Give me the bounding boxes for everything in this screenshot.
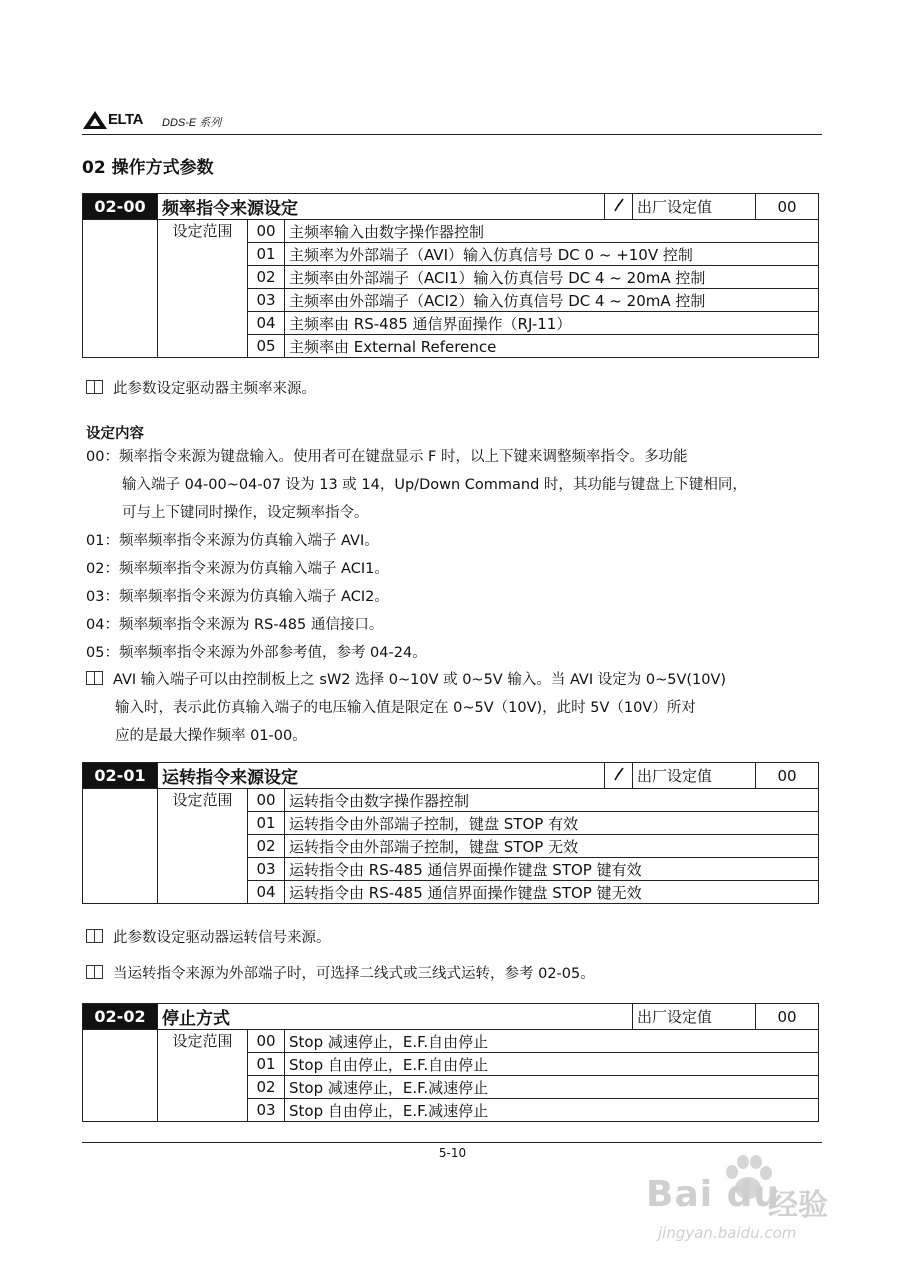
- content-heading: 设定内容: [86, 426, 144, 442]
- param-code: 02-00: [83, 194, 158, 220]
- factory-default: 00: [756, 194, 819, 220]
- option-value: 00: [248, 220, 285, 243]
- option-value: 05: [248, 335, 285, 358]
- watermark-cn: 经验: [768, 1188, 828, 1223]
- option-value: 04: [248, 312, 285, 335]
- option-value: 01: [248, 243, 285, 266]
- book-icon: [86, 965, 103, 979]
- option-text: 运转指令由数字操作器控制: [285, 789, 819, 812]
- option-text: 主频率输入由数字操作器控制: [285, 220, 819, 243]
- param-name: 停止方式: [158, 1004, 633, 1030]
- watermark-url: jingyan.baidu.com: [658, 1224, 797, 1242]
- book-icon: [86, 929, 103, 943]
- option-text: 运转指令由外部端子控制，键盘 STOP 无效: [285, 835, 819, 858]
- series-label: DDS-E 系列: [162, 117, 222, 129]
- note-2: 此参数设定驱动器运转信号来源。: [86, 924, 331, 952]
- factory-default: 00: [756, 1004, 819, 1030]
- content-list: [86, 443, 747, 667]
- param-code: 02-01: [83, 763, 158, 789]
- range-label: 设定范围: [158, 220, 248, 358]
- option-value: 04: [248, 881, 285, 904]
- note-3: 当运转指令来源为外部端子时，可选择二线式或三线式运转，参考 02-05。: [86, 960, 595, 988]
- factory-label: 出厂设定值: [633, 194, 756, 220]
- list-item: 01：频率频率指令来源为仿真输入端子 AVI。: [86, 533, 379, 549]
- option-value: 03: [248, 289, 285, 312]
- factory-label: 出厂设定值: [633, 1004, 756, 1030]
- blank-cell: [83, 1030, 158, 1122]
- range-label: 设定范围: [158, 1030, 248, 1122]
- option-text: Stop 自由停止，E.F.减速停止: [285, 1099, 819, 1122]
- param-table-02-02: [82, 1003, 819, 1122]
- list-item: 03：频率频率指令来源为仿真输入端子 ACI2。: [86, 589, 389, 605]
- footer-divider: [82, 1142, 822, 1143]
- watermark-logo: Bai du: [646, 1174, 781, 1215]
- option-value: 01: [248, 1053, 285, 1076]
- option-text: 主频率由 RS-485 通信界面操作（RJ-11）: [285, 312, 819, 335]
- option-text: Stop 减速停止，E.F.减速停止: [285, 1076, 819, 1099]
- book-icon: [86, 671, 103, 685]
- list-item: 04：频率频率指令来源为 RS-485 通信接口。: [86, 617, 384, 633]
- option-value: 01: [248, 812, 285, 835]
- param-table-02-00: [82, 193, 819, 358]
- baidu-watermark: [640, 1150, 860, 1240]
- option-text: 主频率为外部端子（AVI）输入仿真信号 DC 0 ~ +10V 控制: [285, 243, 819, 266]
- option-value: 02: [248, 1076, 285, 1099]
- book-icon: [86, 380, 103, 394]
- brand-logo-text: ELTA: [108, 111, 143, 128]
- option-text: Stop 自由停止，E.F.自由停止: [285, 1053, 819, 1076]
- range-label: 设定范围: [158, 789, 248, 904]
- note-text: 此参数设定驱动器主频率来源。: [113, 381, 316, 397]
- option-value: 02: [248, 266, 285, 289]
- param-name: 运转指令来源设定: [158, 763, 605, 789]
- option-value: 02: [248, 835, 285, 858]
- option-value: 03: [248, 858, 285, 881]
- delta-logo-icon: [82, 110, 108, 130]
- page-header: [82, 108, 822, 135]
- option-value: 00: [248, 1030, 285, 1053]
- factory-label: 出厂设定值: [633, 763, 756, 789]
- lightning-icon: [605, 194, 633, 220]
- option-text: 运转指令由 RS-485 通信界面操作键盘 STOP 键有效: [285, 858, 819, 881]
- option-text: 主频率由外部端子（ACI2）输入仿真信号 DC 4 ~ 20mA 控制: [285, 289, 819, 312]
- option-text: 运转指令由外部端子控制，键盘 STOP 有效: [285, 812, 819, 835]
- param-name: 频率指令来源设定: [158, 194, 605, 220]
- option-text: 运转指令由 RS-485 通信界面操作键盘 STOP 键无效: [285, 881, 819, 904]
- list-item: 00：频率指令来源为键盘输入。使用者可在键盘显示 F 时，以上下键来调整频率指令。多功能 输入端子 04-00~04-07 设为 13 或 14，Up/Down Command 时，其功能与键盘上下键相同， 可与上下键同时操作，设定频率指令。: [86, 449, 747, 521]
- lightning-icon: [605, 763, 633, 789]
- list-item: 02：频率频率指令来源为仿真输入端子 ACI1。: [86, 561, 389, 577]
- avi-note: AVI 输入端子可以由控制板上之 sW2 选择 0~10V 或 0~5V 输入。当 AVI 设定为 0~5V(10V) 输入时，表示此仿真输入端子的电压输入值是限定在 0~5V（10V)，此时 5V（10V）所对 应的是最大操作频率 01-00。: [86, 666, 726, 750]
- option-value: 00: [248, 789, 285, 812]
- blank-cell: [83, 789, 158, 904]
- option-text: Stop 减速停止，E.F.自由停止: [285, 1030, 819, 1053]
- note-1: [86, 375, 316, 403]
- factory-default: 00: [756, 763, 819, 789]
- list-item: 05：频率频率指令来源为外部参考值，参考 04-24。: [86, 645, 427, 661]
- blank-cell: [83, 220, 158, 358]
- option-text: 主频率由 External Reference: [285, 335, 819, 358]
- page-number: 5-10: [438, 1146, 467, 1160]
- param-table-02-01: [82, 762, 819, 904]
- param-code: 02-02: [83, 1004, 158, 1030]
- option-value: 03: [248, 1099, 285, 1122]
- option-text: 主频率由外部端子（ACI1）输入仿真信号 DC 4 ~ 20mA 控制: [285, 266, 819, 289]
- section-title: 02 操作方式参数: [82, 158, 214, 178]
